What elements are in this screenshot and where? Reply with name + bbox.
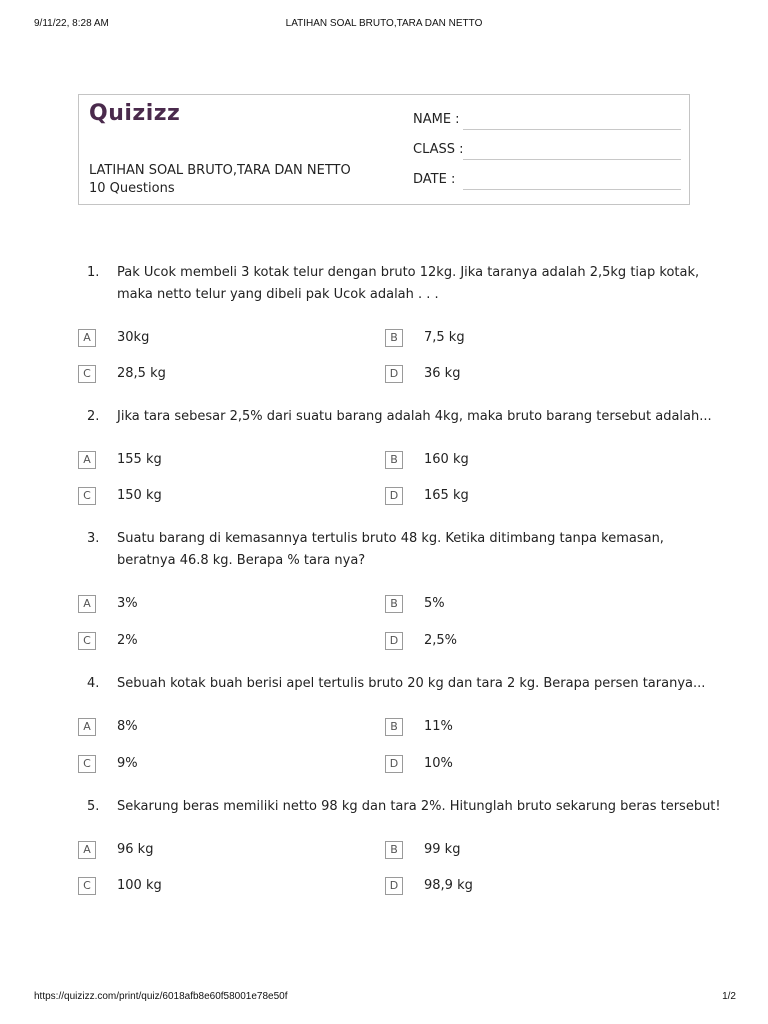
option-d[interactable] bbox=[385, 632, 685, 652]
class-label: CLASS : bbox=[413, 142, 464, 157]
option-letter-box: B bbox=[385, 841, 403, 859]
question-text bbox=[117, 262, 700, 306]
question-text-line: Sekarung beras memiliki netto 98 kg dan tara 2%. Hitunglah bruto sekarung beras tersebut! bbox=[117, 799, 721, 814]
option-a[interactable] bbox=[78, 718, 378, 738]
option-letter-box: A bbox=[78, 329, 96, 347]
option-d[interactable] bbox=[385, 487, 685, 507]
date-label: DATE : bbox=[413, 172, 456, 187]
option-b[interactable] bbox=[385, 718, 685, 738]
date-line bbox=[463, 189, 681, 190]
date-field bbox=[413, 172, 685, 192]
question-text-line: Sebuah kotak buah berisi apel tertulis bruto 20 kg dan tara 2 kg. Berapa persen taranya... bbox=[117, 676, 706, 691]
print-date: 9/11/22, 8:28 AM bbox=[34, 18, 109, 29]
option-text: 165 kg bbox=[424, 488, 469, 503]
question-text-line: Pak Ucok membeli 3 kotak telur dengan bruto 12kg. Jika taranya adalah 2,5kg tiap kotak, bbox=[117, 265, 700, 280]
quiz-title: LATIHAN SOAL BRUTO,TARA DAN NETTO bbox=[89, 163, 351, 178]
option-letter-box: C bbox=[78, 755, 96, 773]
question-text-line: maka netto telur yang dibeli pak Ucok adalah . . . bbox=[117, 287, 439, 302]
option-letter-box: B bbox=[385, 718, 403, 736]
option-a[interactable] bbox=[78, 595, 378, 615]
option-b[interactable] bbox=[385, 595, 685, 615]
option-text: 28,5 kg bbox=[117, 366, 166, 381]
option-letter-box: D bbox=[385, 632, 403, 650]
option-letter-box: D bbox=[385, 487, 403, 505]
option-c[interactable] bbox=[78, 365, 378, 385]
option-letter-box: C bbox=[78, 487, 96, 505]
question-text bbox=[117, 406, 712, 428]
option-c[interactable] bbox=[78, 632, 378, 652]
option-text: 150 kg bbox=[117, 488, 162, 503]
option-text: 99 kg bbox=[424, 842, 461, 857]
question-count: 10 Questions bbox=[89, 181, 175, 196]
page-number: 1/2 bbox=[722, 991, 736, 1002]
option-a[interactable] bbox=[78, 329, 378, 349]
option-text: 2,5% bbox=[424, 633, 458, 648]
option-letter-box: D bbox=[385, 755, 403, 773]
option-c[interactable] bbox=[78, 487, 378, 507]
option-d[interactable] bbox=[385, 877, 685, 897]
option-a[interactable] bbox=[78, 841, 378, 861]
option-letter-box: C bbox=[78, 365, 96, 383]
question-number: 4. bbox=[87, 676, 100, 691]
option-letter-box: B bbox=[385, 595, 403, 613]
option-text: 7,5 kg bbox=[424, 330, 465, 345]
question-text-line: beratnya 46.8 kg. Berapa % tara nya? bbox=[117, 553, 366, 568]
option-text: 3% bbox=[117, 596, 138, 611]
option-text: 8% bbox=[117, 719, 138, 734]
option-text: 11% bbox=[424, 719, 453, 734]
name-label: NAME : bbox=[413, 112, 460, 127]
option-c[interactable] bbox=[78, 755, 378, 775]
question-text bbox=[117, 796, 721, 818]
option-text: 10% bbox=[424, 756, 453, 771]
name-line bbox=[463, 129, 681, 130]
option-letter-box: A bbox=[78, 595, 96, 613]
option-letter-box: A bbox=[78, 841, 96, 859]
question-text bbox=[117, 528, 692, 572]
quiz-header-box bbox=[78, 94, 690, 205]
option-text: 96 kg bbox=[117, 842, 154, 857]
option-text: 155 kg bbox=[117, 452, 162, 467]
question-text bbox=[117, 673, 706, 695]
question-number: 1. bbox=[87, 265, 100, 280]
option-letter-box: A bbox=[78, 718, 96, 736]
option-letter-box: B bbox=[385, 329, 403, 347]
print-header bbox=[0, 18, 768, 32]
option-text: 36 kg bbox=[424, 366, 461, 381]
option-text: 160 kg bbox=[424, 452, 469, 467]
quizizz-logo: Quizizz bbox=[89, 101, 181, 126]
option-letter-box: C bbox=[78, 877, 96, 895]
option-letter-box: D bbox=[385, 877, 403, 895]
option-b[interactable] bbox=[385, 841, 685, 861]
question-number: 3. bbox=[87, 531, 100, 546]
print-title: LATIHAN SOAL BRUTO,TARA DAN NETTO bbox=[285, 18, 483, 29]
option-b[interactable] bbox=[385, 451, 685, 471]
class-line bbox=[463, 159, 681, 160]
class-field bbox=[413, 142, 685, 162]
option-letter-box: A bbox=[78, 451, 96, 469]
option-d[interactable] bbox=[385, 365, 685, 385]
option-b[interactable] bbox=[385, 329, 685, 349]
option-letter-box: B bbox=[385, 451, 403, 469]
option-a[interactable] bbox=[78, 451, 378, 471]
option-letter-box: C bbox=[78, 632, 96, 650]
print-url[interactable]: https://quizizz.com/print/quiz/6018afb8e60f58001e78e50f bbox=[34, 991, 288, 1002]
option-d[interactable] bbox=[385, 755, 685, 775]
option-c[interactable] bbox=[78, 877, 378, 897]
option-text: 98,9 kg bbox=[424, 878, 473, 893]
option-text: 30kg bbox=[117, 330, 150, 345]
option-text: 100 kg bbox=[117, 878, 162, 893]
print-footer bbox=[0, 991, 768, 1005]
option-text: 9% bbox=[117, 756, 138, 771]
name-field bbox=[413, 112, 685, 132]
question-number: 5. bbox=[87, 799, 100, 814]
question-text-line: Jika tara sebesar 2,5% dari suatu barang adalah 4kg, maka bruto barang tersebut adalah... bbox=[117, 409, 712, 424]
question-number: 2. bbox=[87, 409, 100, 424]
option-text: 5% bbox=[424, 596, 445, 611]
option-text: 2% bbox=[117, 633, 138, 648]
question-text-line: Suatu barang di kemasannya tertulis bruto 48 kg. Ketika ditimbang tanpa kemasan, bbox=[117, 531, 664, 546]
option-letter-box: D bbox=[385, 365, 403, 383]
